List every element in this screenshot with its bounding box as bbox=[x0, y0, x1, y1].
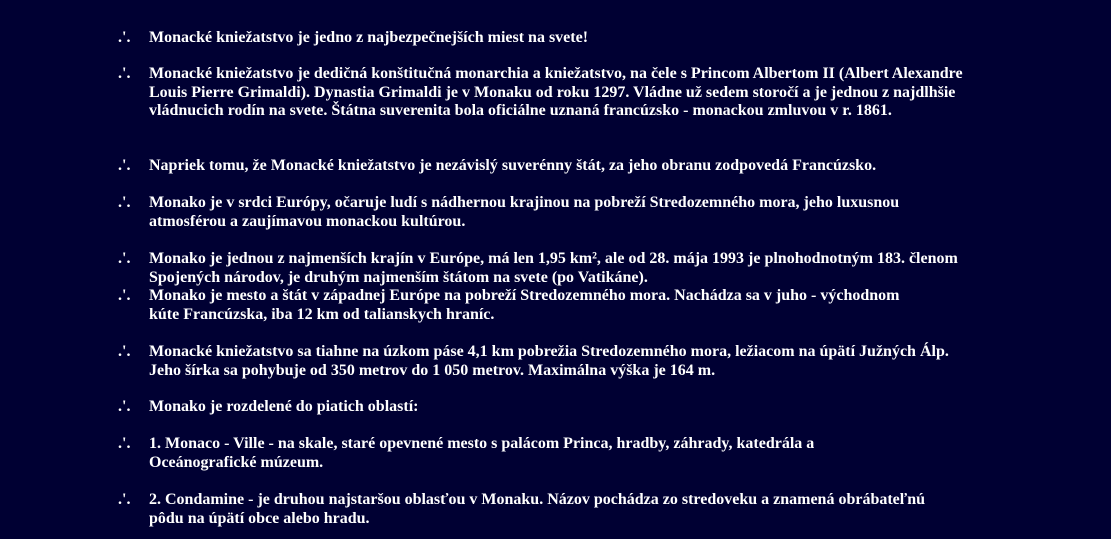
list-item-text: Monacké kniežatstvo je jedno z najbezpečnejších miest na svete! bbox=[149, 29, 589, 46]
bullet-marker: .'. bbox=[118, 157, 131, 174]
list-item bbox=[118, 65, 998, 121]
bullet-marker: .'. bbox=[118, 29, 131, 46]
bullet-marker: .'. bbox=[118, 65, 131, 82]
bullet-marker: .'. bbox=[118, 435, 131, 452]
list-item-text: 2. Condamine - je druhou najstaršou oblasťou v Monaku. Názov pochádza zo stredoveku a znamená obrábateľnú pôdu na úpätí obce alebo hradu. bbox=[149, 491, 926, 527]
list-item-text: Monako je mesto a štát v západnej Európe na pobreží Stredozemného mora. Nachádza sa v juho - východnom kúte Francúzska, iba 12 km od talianskych hraníc. bbox=[149, 287, 900, 323]
list-item bbox=[118, 250, 978, 287]
bullet-marker: .'. bbox=[118, 398, 131, 415]
list-item bbox=[118, 343, 968, 380]
bullet-marker: .'. bbox=[118, 287, 131, 304]
list-item-text: Monacké kniežatstvo sa tiahne na úzkom páse 4,1 km pobrežia Stredozemného mora, ležiacom na úpätí Južných Álp. Jeho šírka sa pohybuje od 350 metrov do 1 050 metrov. Maximálna výška je 164 m. bbox=[149, 343, 949, 379]
list-item bbox=[118, 491, 948, 528]
list-item-text: Monako je v srdci Európy, očaruje ludí s nádhernou krajinou na pobreží Stredozemného mora, jeho luxusnou atmosférou a zaujímavou monackou kultúrou. bbox=[149, 194, 900, 230]
list-item-text: 1. Monaco - Ville - na skale, staré opevnené mesto s palácom Princa, hradby, záhrady, katedrála a Oceánografické múzeum. bbox=[149, 435, 815, 471]
bullet-marker: .'. bbox=[118, 343, 131, 360]
list-item-text: Napriek tomu, že Monacké kniežatstvo je nezávislý suverénny štát, za jeho obranu zodpovedá Francúzsko. bbox=[149, 157, 877, 174]
list-item-text: Monako je rozdelené do piatich oblastí: bbox=[149, 398, 419, 415]
list-item-text: Monacké kniežatstvo je dedičná konštitučná monarchia a kniežatstvo, na čele s Princom Albertom II (Albert Alexandre Louis Pierre Grimaldi). Dynastia Grimaldi je v Monaku od roku 1297. Vládne už sedem storočí a je jednou z najdlhšie vládnucich rodín na svete. Štátna suverenita bola oficiálne uznaná francúzsko - monackou zmluvou v r. 1861. bbox=[149, 65, 963, 119]
bullet-marker: .'. bbox=[118, 491, 131, 508]
list-item bbox=[118, 287, 918, 324]
list-item bbox=[118, 194, 938, 231]
list-item bbox=[118, 157, 998, 176]
list-item bbox=[118, 29, 998, 48]
list-item-text: Monako je jednou z najmenších krajín v Európe, má len 1,95 km², ale od 28. mája 1993 je plnohodnotným 183. členom Spojených národov, je druhým najmenším štátom na svete (po Vatikáne). bbox=[149, 250, 958, 286]
list-item bbox=[118, 435, 918, 472]
bullet-marker: .'. bbox=[118, 194, 131, 211]
list-item bbox=[118, 398, 998, 417]
bullet-marker: .'. bbox=[118, 250, 131, 267]
